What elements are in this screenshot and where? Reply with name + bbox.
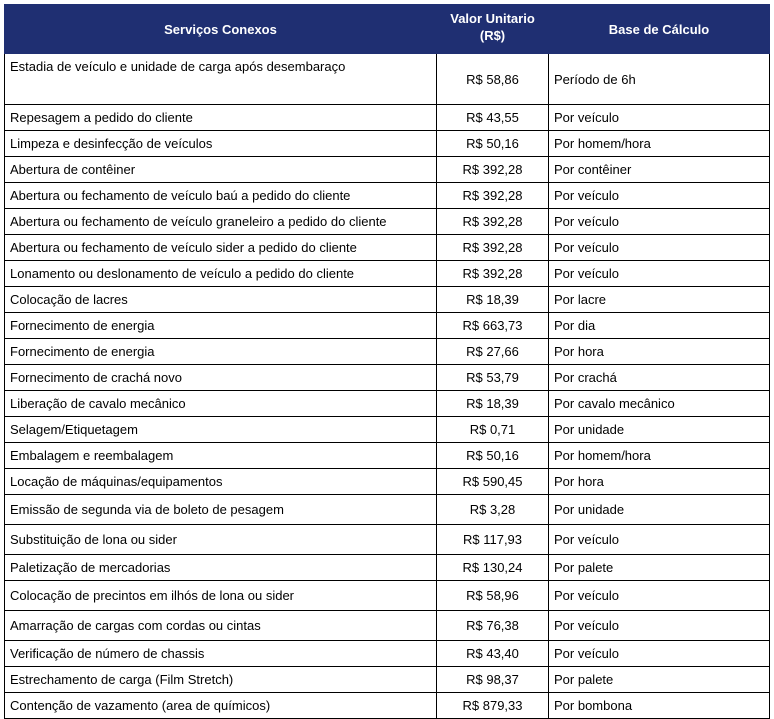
value-cell: R$ 130,24 (437, 555, 549, 581)
value-cell: R$ 392,28 (437, 235, 549, 261)
value-cell: R$ 53,79 (437, 365, 549, 391)
table-row (5, 667, 770, 693)
value-cell: R$ 18,39 (437, 391, 549, 417)
basis-cell: Por homem/hora (549, 131, 770, 157)
table-row (5, 157, 770, 183)
basis-cell: Por veículo (549, 581, 770, 611)
basis-cell: Período de 6h (549, 54, 770, 105)
header-basis: Base de Cálculo (549, 5, 770, 54)
header-value-line2: (R$) (479, 28, 506, 43)
table-body (5, 54, 770, 719)
table-row (5, 641, 770, 667)
basis-cell: Por unidade (549, 417, 770, 443)
basis-cell: Por hora (549, 469, 770, 495)
service-cell: Estadia de veículo e unidade de carga após desembaraço (5, 54, 437, 105)
table-row (5, 339, 770, 365)
service-cell: Contenção de vazamento (area de químicos) (5, 693, 437, 719)
service-cell: Substituição de lona ou sider (5, 525, 437, 555)
value-cell: R$ 590,45 (437, 469, 549, 495)
value-cell: R$ 27,66 (437, 339, 549, 365)
value-cell: R$ 392,28 (437, 209, 549, 235)
value-cell: R$ 3,28 (437, 495, 549, 525)
basis-cell: Por hora (549, 339, 770, 365)
service-cell: Abertura ou fechamento de veículo baú a pedido do cliente (5, 183, 437, 209)
service-cell: Estrechamento de carga (Film Stretch) (5, 667, 437, 693)
basis-cell: Por veículo (549, 641, 770, 667)
basis-cell: Por unidade (549, 495, 770, 525)
table-row (5, 525, 770, 555)
header-service: Serviços Conexos (5, 5, 437, 54)
table-row (5, 54, 770, 105)
service-cell: Emissão de segunda via de boleto de pesagem (5, 495, 437, 525)
table-row (5, 469, 770, 495)
service-cell: Paletização de mercadorias (5, 555, 437, 581)
header-row (5, 5, 770, 54)
value-cell: R$ 117,93 (437, 525, 549, 555)
service-cell: Selagem/Etiquetagem (5, 417, 437, 443)
table-row (5, 235, 770, 261)
service-cell: Fornecimento de energia (5, 339, 437, 365)
table-row (5, 105, 770, 131)
table-row (5, 131, 770, 157)
service-cell: Verificação de número de chassis (5, 641, 437, 667)
service-cell: Lonamento ou deslonamento de veículo a pedido do cliente (5, 261, 437, 287)
table-row (5, 443, 770, 469)
services-table (4, 4, 770, 719)
service-cell: Abertura ou fechamento de veículo sider a pedido do cliente (5, 235, 437, 261)
service-cell: Limpeza e desinfecção de veículos (5, 131, 437, 157)
service-cell: Fornecimento de energia (5, 313, 437, 339)
basis-cell: Por homem/hora (549, 443, 770, 469)
service-cell: Colocação de lacres (5, 287, 437, 313)
basis-cell: Por cavalo mecânico (549, 391, 770, 417)
service-cell: Abertura ou fechamento de veículo graneleiro a pedido do cliente (5, 209, 437, 235)
table-row (5, 495, 770, 525)
basis-cell: Por veículo (549, 611, 770, 641)
value-cell: R$ 392,28 (437, 183, 549, 209)
value-cell: R$ 18,39 (437, 287, 549, 313)
value-cell: R$ 663,73 (437, 313, 549, 339)
basis-cell: Por veículo (549, 209, 770, 235)
service-cell: Fornecimento de crachá novo (5, 365, 437, 391)
service-cell: Repesagem a pedido do cliente (5, 105, 437, 131)
service-cell: Abertura de contêiner (5, 157, 437, 183)
value-cell: R$ 879,33 (437, 693, 549, 719)
value-cell: R$ 50,16 (437, 131, 549, 157)
value-cell: R$ 76,38 (437, 611, 549, 641)
header-value-line1: Valor Unitario (450, 11, 535, 26)
table-row (5, 417, 770, 443)
basis-cell: Por crachá (549, 365, 770, 391)
service-cell: Amarração de cargas com cordas ou cintas (5, 611, 437, 641)
table-row (5, 365, 770, 391)
basis-cell: Por palete (549, 667, 770, 693)
value-cell: R$ 392,28 (437, 261, 549, 287)
table-row (5, 555, 770, 581)
basis-cell: Por veículo (549, 525, 770, 555)
service-cell: Locação de máquinas/equipamentos (5, 469, 437, 495)
header-value (437, 5, 549, 54)
basis-cell: Por palete (549, 555, 770, 581)
service-cell: Embalagem e reembalagem (5, 443, 437, 469)
value-cell: R$ 58,86 (437, 54, 549, 105)
value-cell: R$ 43,40 (437, 641, 549, 667)
value-cell: R$ 0,71 (437, 417, 549, 443)
table-row (5, 287, 770, 313)
basis-cell: Por veículo (549, 261, 770, 287)
table-row (5, 693, 770, 719)
basis-cell: Por lacre (549, 287, 770, 313)
basis-cell: Por bombona (549, 693, 770, 719)
table-row (5, 313, 770, 339)
basis-cell: Por veículo (549, 235, 770, 261)
service-cell: Liberação de cavalo mecânico (5, 391, 437, 417)
table-row (5, 183, 770, 209)
table-row (5, 209, 770, 235)
table-row (5, 581, 770, 611)
table-row (5, 611, 770, 641)
basis-cell: Por veículo (549, 105, 770, 131)
basis-cell: Por contêiner (549, 157, 770, 183)
table-row (5, 391, 770, 417)
basis-cell: Por veículo (549, 183, 770, 209)
basis-cell: Por dia (549, 313, 770, 339)
value-cell: R$ 43,55 (437, 105, 549, 131)
value-cell: R$ 50,16 (437, 443, 549, 469)
service-cell: Colocação de precintos em ilhós de lona ou sider (5, 581, 437, 611)
table-row (5, 261, 770, 287)
value-cell: R$ 98,37 (437, 667, 549, 693)
value-cell: R$ 58,96 (437, 581, 549, 611)
value-cell: R$ 392,28 (437, 157, 549, 183)
